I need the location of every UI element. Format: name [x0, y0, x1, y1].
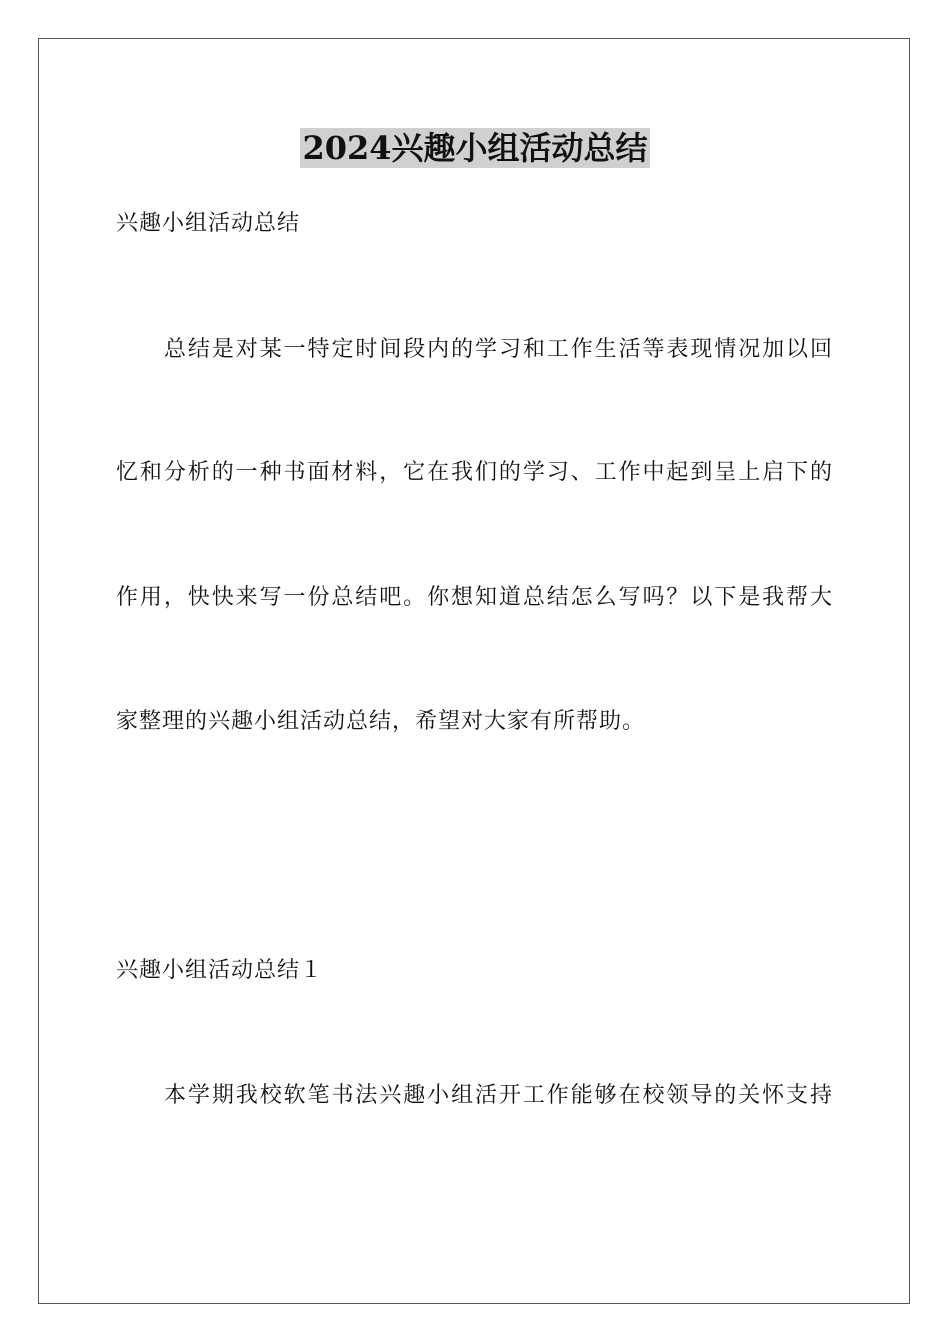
paragraph-line: 作用，快快来写一份总结吧。你想知道总结怎么写吗？以下是我帮大 — [116, 585, 832, 610]
paragraph-line: 忆和分析的一种书面材料，它在我们的学习、工作中起到呈上启下的 — [116, 460, 832, 485]
document-title: 2024兴趣小组活动总结 — [302, 129, 648, 167]
paragraph-line: 总结是对某一特定时间段内的学习和工作生活等表现情况加以回 — [164, 337, 832, 362]
section-heading: 兴趣小组活动总结１ — [116, 958, 324, 983]
paragraph-line: 本学期我校软笔书法兴趣小组活开工作能够在校领导的关怀支持 — [164, 1083, 832, 1108]
title-container — [0, 128, 950, 168]
document-subheading: 兴趣小组活动总结 — [116, 211, 301, 236]
paragraph-line: 家整理的兴趣小组活动总结，希望对大家有所帮助。 — [116, 709, 646, 734]
